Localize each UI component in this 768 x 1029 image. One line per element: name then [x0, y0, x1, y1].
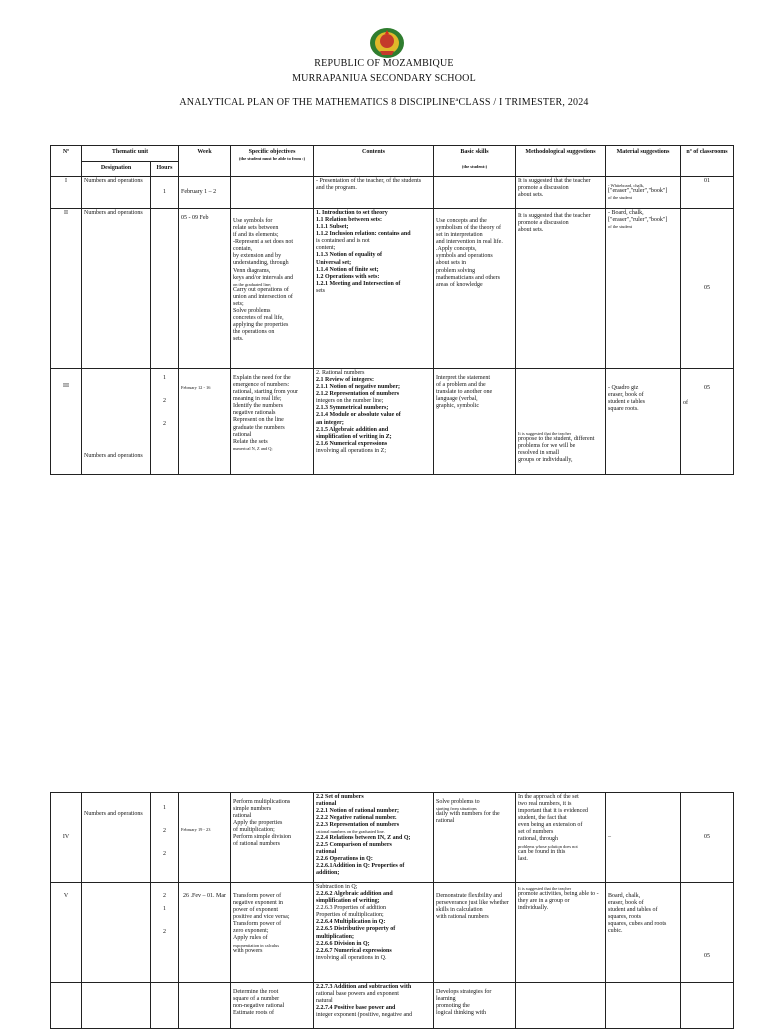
text-line: 2.2.6.6 Division in Q;: [316, 940, 370, 947]
text-line: 2.2.6.7 Numerical expressions: [316, 947, 392, 954]
cell-classrooms: [681, 983, 734, 1029]
text-line: rational, starting from your: [233, 389, 298, 396]
cell-designation: Numbers and operations: [82, 793, 151, 883]
cell-hours: [151, 793, 179, 883]
text-line: - Whiteboard, chalk,: [608, 183, 645, 188]
text-line: learning: [436, 996, 456, 1003]
cell-skills: [434, 883, 516, 983]
text-line: 2.2.1 Notion of rational number;: [316, 808, 399, 815]
cell-material: [606, 983, 681, 1029]
text-line: groups or individually,: [518, 456, 573, 463]
cell-hours: [151, 209, 179, 369]
text-line: last.: [518, 855, 528, 862]
text-line: 2.2.6.2 Algebraic addition and: [316, 891, 393, 898]
text-line: addition;: [316, 869, 340, 876]
text-line: meaning in real life;: [233, 396, 282, 403]
text-line: daily with numbers for the: [436, 811, 500, 818]
text-line: mathematicians and others: [436, 274, 500, 281]
cell-designation: [82, 983, 151, 1029]
text-line: 2.2.4 Relations between IN, Z and Q;: [316, 834, 411, 841]
text-line: problem solving: [436, 267, 476, 274]
text-line: individually.: [518, 905, 549, 912]
cell-material: [606, 883, 681, 983]
text-line: - Board, chalk,: [608, 210, 644, 216]
text-line: set in interpretation: [436, 232, 483, 239]
cell-objectives: [231, 369, 314, 475]
col-hours: Hours: [151, 162, 179, 177]
cell-material: –: [606, 793, 681, 883]
text-line: 2.2.7.3 Addition and subtraction with: [316, 984, 412, 990]
text-line: of the student: [608, 224, 632, 230]
text-line: Relate the sets: [233, 438, 268, 445]
text-line: rational: [233, 813, 252, 820]
text-line: of rational numbers: [233, 841, 280, 848]
cell-n: III: [51, 369, 82, 475]
text-line: Develops strategies for: [436, 989, 492, 995]
table-row-r4: [51, 793, 734, 883]
cell-contents: - Presentation of the teacher, of the students and the program.: [314, 177, 434, 209]
text-line: 2: [163, 421, 166, 428]
cell-method: [516, 883, 606, 983]
text-line: understanding, through: [233, 260, 289, 267]
text-line: 2.2.6.4 Multiplication in Q:: [316, 919, 386, 926]
col-objectives-sub: (the student must be able to from :): [238, 156, 306, 162]
text-line: Venn diagrams,: [233, 267, 271, 274]
text-line: involving all operations in Z;: [316, 447, 387, 454]
analytical-plan-table-page2: [50, 792, 734, 1029]
cell-classrooms: 01: [681, 177, 734, 209]
text-line: applying the properties: [233, 322, 289, 329]
cell-n: I: [51, 177, 82, 209]
text-line: ["eraser","ruler","book"]: [608, 188, 668, 195]
cell-hours: [151, 883, 179, 983]
text-line: negative rationals: [233, 410, 276, 417]
text-line: problems whose solution does not: [518, 843, 578, 849]
text-line: student, the fact that: [518, 815, 567, 822]
text-line: sets.: [233, 336, 244, 343]
text-line: 2: [163, 893, 166, 899]
cell-hours: [151, 983, 179, 1029]
col-skills-sub: (the student:): [461, 164, 488, 170]
text-line: promoting the: [436, 1003, 470, 1010]
cell-contents: [314, 209, 434, 369]
text-line: perseverance just like whether: [436, 900, 509, 907]
col-contents: Contents: [314, 146, 434, 177]
text-line: 2. Rational numbers: [316, 370, 365, 376]
text-line: cubic.: [608, 928, 623, 935]
cell-skills: [434, 177, 516, 209]
col-material: Material suggestions: [606, 146, 681, 177]
text-line: symbols and operations: [436, 253, 493, 260]
cell-hours: 1: [151, 177, 179, 209]
text-line: zero exponent;: [233, 928, 269, 935]
text-line: Identify the numbers: [233, 403, 284, 410]
cell-method: [516, 209, 606, 369]
text-line: 2.1.3 Symmetrical numbers;: [316, 405, 389, 412]
text-line: 05: [704, 385, 711, 391]
text-line: on the graduated line;: [233, 281, 272, 287]
text-line: simplification of writing;: [316, 898, 380, 905]
cell-method: [516, 793, 606, 883]
text-line: rational numbers on the graduated line.: [316, 829, 385, 835]
text-line: Use concepts and the: [436, 218, 487, 224]
text-line: squares, cubes and roots: [608, 921, 667, 928]
cell-skills: [434, 983, 516, 1029]
text-line: 2.2 Set of numbers: [316, 794, 364, 800]
text-line: rational: [436, 818, 455, 825]
cell-n: V: [51, 883, 82, 983]
text-line: 2: [163, 851, 166, 858]
cell-week: [179, 983, 231, 1029]
text-line: 2.2.6.3 Properties of addition: [316, 905, 386, 912]
text-line: Perform simple division: [233, 834, 291, 841]
text-line: logical thinking with: [436, 1010, 486, 1017]
text-line: positive and vice versa;: [233, 914, 290, 921]
cell-classrooms: 05: [681, 209, 734, 369]
text-line: rational: [233, 431, 252, 438]
text-line: 1.1.1 Subset;: [316, 224, 349, 231]
col-method: Methodological suggestions: [516, 146, 606, 177]
text-line: 1: [163, 805, 166, 811]
cell-hours: [151, 369, 179, 475]
plan-title: ANALYTICAL PLAN OF THE MATHEMATICS 8 DISCIPLINEªCLASS / I TRIMESTER, 2024: [179, 97, 589, 108]
cell-contents: [314, 883, 434, 983]
text-line: square of a number: [233, 996, 280, 1003]
text-line: negative exponent in: [233, 900, 283, 907]
text-line: natural: [316, 998, 333, 1005]
text-line: 1.1 Relation between sets:: [316, 217, 383, 224]
text-line: 2.2.6.5 Distributive property of: [316, 926, 396, 933]
text-line: 2.1.6 Numerical expressions: [316, 440, 388, 447]
table-row-r2: [51, 209, 734, 369]
text-line: Determine the root: [233, 989, 279, 995]
cell-classrooms: 05: [681, 793, 734, 883]
text-line: graduate the numbers: [233, 424, 285, 431]
text-line: student e tables: [608, 399, 646, 406]
text-line: It is suggested that the teacher: [518, 178, 591, 184]
text-line: of the student: [608, 195, 632, 201]
text-line: emergence of numbers:: [233, 382, 290, 389]
text-line: exponentiation in calculus: [233, 942, 280, 948]
cell-contents: [314, 369, 434, 475]
col-week: Week: [179, 146, 231, 177]
text-line: 2.1.5 Algebraic addition and: [316, 426, 389, 433]
text-line: Board, chalk,: [608, 893, 641, 899]
text-line: integer exponent (positive, negative and: [316, 1012, 413, 1019]
cell-objectives: [231, 983, 314, 1029]
text-line: 1. Introduction to set theory: [316, 210, 388, 216]
text-line: 1.1.2 Inclusion relation: contains and: [316, 231, 411, 238]
cell-material: [606, 177, 681, 209]
cell-n: IV: [51, 793, 82, 883]
text-line: rational, through: [518, 836, 558, 843]
text-line: Estimate roots of: [233, 1010, 274, 1017]
cell-classrooms: 05: [681, 883, 734, 983]
text-line: Properties of multiplication;: [316, 912, 384, 919]
col-classrooms: nº of classrooms: [681, 146, 734, 177]
text-line: sets;: [233, 301, 244, 308]
text-line: Solve problems to: [436, 799, 480, 805]
cell-n: II: [51, 209, 82, 369]
text-line: simplification of writing in Z;: [316, 433, 392, 440]
col-skills-label: Basic skills: [460, 149, 489, 155]
text-line: of multiplication;: [233, 827, 275, 834]
cell-skills: [434, 369, 516, 475]
text-line: an integer;: [316, 419, 344, 426]
text-line: Represent on the line: [233, 417, 284, 424]
text-line: areas of knowledge: [436, 281, 483, 288]
text-line: Transform power of: [233, 893, 282, 899]
text-line: rational: [316, 848, 337, 855]
text-line: Universal set;: [316, 259, 352, 266]
text-line: starting from situations: [436, 806, 477, 812]
text-line: eraser, book of: [608, 392, 644, 399]
text-line: Carry out operations of: [233, 286, 289, 293]
cell-objectives: [231, 883, 314, 983]
col-objectives: [231, 146, 314, 177]
text-line: numerical N, Z and Q;: [233, 445, 273, 451]
text-line: 2: [163, 398, 166, 405]
text-line: rational: [316, 801, 337, 808]
text-line: student and tables of: [608, 907, 658, 914]
text-line: concretes of real life,: [233, 315, 284, 322]
text-line: promote a discussion: [518, 220, 569, 227]
table-row-r6: [51, 983, 734, 1029]
text-line: keys and/or intervals and: [233, 274, 294, 281]
text-line: -Represent a set does not contain,: [233, 239, 293, 253]
text-line: ["eraser","ruler","book"]: [608, 217, 668, 224]
text-line: Interpret the statement: [436, 375, 490, 381]
text-line: squares, roots: [608, 914, 641, 921]
cell-designation: Numbers and operations: [82, 209, 151, 369]
cell-skills: [434, 793, 516, 883]
text-line: - Quadro giz: [608, 385, 639, 391]
text-line: can be found in this: [518, 848, 566, 855]
text-line: 2.1.1 Notion of negative number;: [316, 384, 401, 391]
text-line: resolved in small: [518, 449, 560, 456]
text-line: Use symbols for: [233, 218, 273, 224]
text-line: 2: [163, 929, 166, 936]
text-line: of: [683, 400, 689, 407]
text-line: with rational numbers: [436, 914, 489, 921]
text-line: problems for we will be: [518, 442, 576, 449]
text-line: and intervention in real life.: [436, 239, 503, 246]
text-line: graphic, symbolic: [436, 403, 480, 410]
text-line: Transform power of: [233, 921, 282, 928]
text-line: content;: [316, 245, 336, 252]
text-line: promote a discussion: [518, 185, 569, 192]
text-line: eraser, book of: [608, 900, 644, 907]
table-row-r3: [51, 369, 734, 475]
text-line: simple numbers: [233, 806, 272, 813]
text-line: .Apply concepts,: [436, 246, 477, 253]
text-line: 2: [163, 828, 166, 835]
cell-n: [51, 983, 82, 1029]
text-line: In the approach of the set: [518, 794, 579, 800]
col-n: Nº: [51, 146, 82, 177]
cell-week: February 19 - 23: [179, 793, 231, 883]
school-heading: MURRAPANIUA SECONDARY SCHOOL: [292, 73, 476, 84]
text-line: with powers: [233, 947, 263, 954]
text-line: translate to another one: [436, 389, 493, 396]
cell-material: [606, 369, 681, 475]
text-line: integers on the number line;: [316, 398, 384, 405]
text-line: Demonstrate flexibility and: [436, 893, 502, 899]
text-line: they are in a group or: [518, 898, 570, 905]
cell-designation: [82, 883, 151, 983]
text-line: about sets.: [518, 227, 544, 234]
cell-method: [516, 369, 606, 475]
text-line: 1.1.4 Notion of finite set;: [316, 266, 379, 273]
text-line: 1: [163, 375, 166, 381]
text-line: involving all operations in Q.: [316, 954, 387, 961]
cell-objectives: [231, 209, 314, 369]
text-line: language (verbal,: [436, 396, 478, 403]
text-line: rational base powers and exponent: [316, 991, 399, 998]
cell-designation: Numbers and operations: [82, 369, 151, 475]
text-line: 2.2.6 Operations in Q:: [316, 855, 373, 862]
text-line: It is suggested that the teacher: [518, 430, 572, 436]
text-line: 2.1.4 Module or absolute value of: [316, 412, 401, 419]
text-line: It is suggested that the teacher: [518, 886, 572, 891]
text-line: of a problem and the: [436, 382, 486, 389]
table-row-r1: [51, 177, 734, 209]
cell-week: February 1 – 2: [179, 177, 231, 209]
text-line: 2.2.6.1Addition in Q: Properties of: [316, 862, 405, 869]
cell-method: [516, 983, 606, 1029]
cell-contents: [314, 983, 434, 1029]
cell-objectives: [231, 177, 314, 209]
cell-week: 05 - 09 Feb: [179, 209, 231, 369]
text-line: important that it is evidenced: [518, 808, 588, 815]
text-line: even being an extension of: [518, 822, 583, 829]
text-line: sets: [316, 287, 326, 294]
cell-designation: Numbers and operations: [82, 177, 151, 209]
col-objectives-label: Specific objectives: [248, 149, 296, 155]
text-line: It is suggested that the teacher: [518, 213, 591, 219]
text-line: 2.1.2 Representation of numbers: [316, 391, 400, 398]
text-line: skills in calculation: [436, 907, 483, 914]
text-line: about sets.: [518, 192, 544, 199]
text-line: promote activities, being able to -: [518, 891, 599, 898]
text-line: power of exponent: [233, 907, 278, 914]
col-skills: [434, 146, 516, 177]
text-line: set of numbers: [518, 829, 554, 836]
text-line: Explain the need for the: [233, 375, 291, 381]
text-line: Solve problems: [233, 308, 271, 315]
cell-contents: [314, 793, 434, 883]
text-line: relate sets between: [233, 225, 279, 232]
text-line: about sets in: [436, 260, 467, 267]
text-line: the operations on: [233, 329, 275, 336]
table-row-r5: [51, 883, 734, 983]
text-line: propose to the student, different: [518, 435, 595, 442]
cell-classrooms: [681, 369, 734, 475]
text-line: 2.2.2 Negative rational number.: [316, 815, 397, 822]
cell-week: February 12 - 16: [179, 369, 231, 475]
text-line: if and its elements;: [233, 232, 279, 239]
col-thematic: Thematic unit: [82, 146, 179, 162]
text-line: 1.1.3 Notion of equality of: [316, 252, 383, 259]
cell-material: [606, 209, 681, 369]
cell-method: [516, 177, 606, 209]
col-designation: Designation: [82, 162, 151, 177]
text-line: square roots.: [608, 406, 639, 413]
text-line: by extension and by: [233, 253, 282, 260]
text-line: two real numbers, it is: [518, 801, 572, 808]
cell-week: 26 .Fev – 01. Mar: [179, 883, 231, 983]
text-line: 1.2.1 Meeting and Intersection of: [316, 280, 401, 287]
text-line: Subtraction in Q;: [316, 884, 358, 890]
text-line: is contained and is not: [316, 238, 370, 245]
text-line: 2.2.5 Comparison of numbers: [316, 841, 392, 848]
text-line: non-negative rational: [233, 1003, 285, 1010]
text-line: 2.1 Review of integers:: [316, 377, 374, 384]
mozambique-emblem: [368, 26, 406, 60]
analytical-plan-table-page1: [50, 145, 734, 475]
cell-objectives: [231, 793, 314, 883]
text-line: symbolism of the theory of: [436, 225, 502, 232]
text-line: 2.2.3 Representation of numbers: [316, 822, 400, 829]
text-line: 1: [163, 906, 166, 913]
header-row: [51, 146, 734, 162]
text-line: Perform multiplications: [233, 799, 291, 805]
text-line: multiplication;: [316, 933, 355, 940]
text-line: 2.2.7.4 Positive base power and: [316, 1005, 396, 1012]
text-line: union and intersection of: [233, 293, 293, 300]
text-line: Apply rules of: [233, 935, 268, 942]
republic-heading: REPUBLIC OF MOZAMBIQUE: [314, 58, 454, 69]
text-line: 1.2 Operations with sets:: [316, 273, 380, 280]
text-line: Apply the properties: [233, 820, 283, 827]
cell-skills: [434, 209, 516, 369]
